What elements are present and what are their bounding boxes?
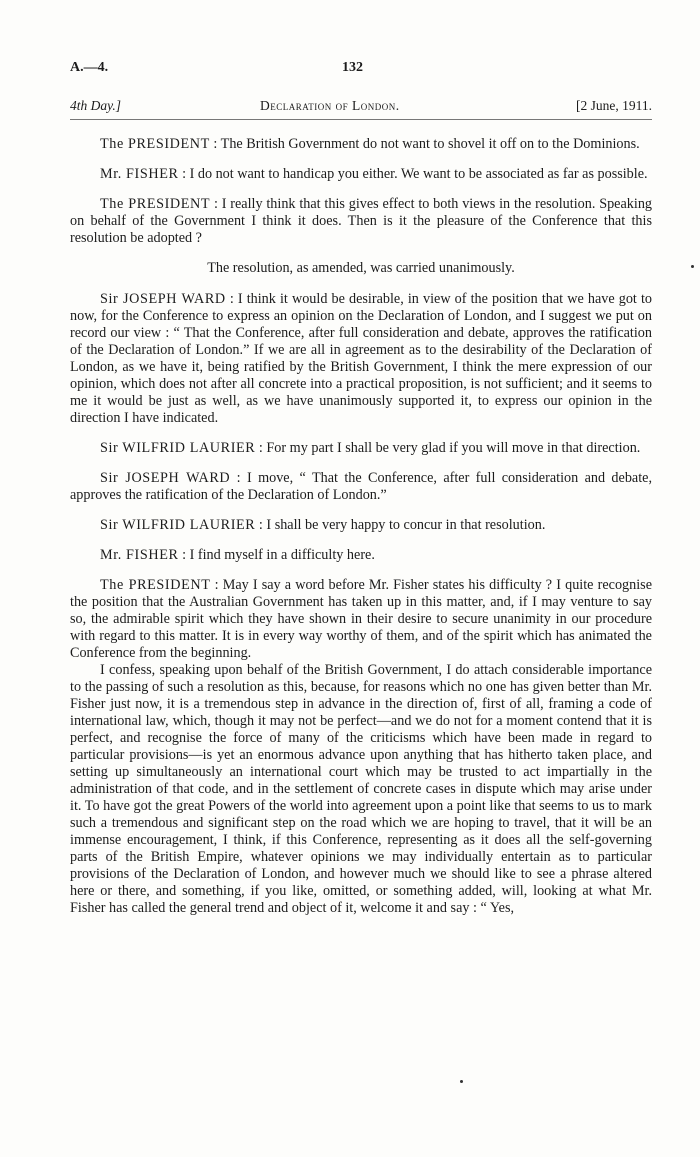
page-number: 132 [342, 60, 363, 75]
resolution-note [70, 260, 652, 277]
paragraph-text: I confess, speaking upon behalf of the British Government, I do attach considerable importance to the passing of such a resolution as this, because, for reasons which no one has given better than Mr. Fisher just now, it is a tremendous step in advance in the direction of, first of all, framing a code of international law, which, though it may not be perfect—and we do not for a moment contend that it is perfect, and recognise the force of many of the criticisms which have been made in regard to particular provisions—is yet an enormous advance upon anything that has hitherto taken place, and setting up simultaneously an international court which may be trusted to act impartially in the administration of that code, and in the settlement of concrete cases in dispute which may arise under it. To have got the great Powers of the world into agreement upon a point like that seems to us to mark such a tremendous and significant step on the road which we are hoping to travel, that it will be an immense encouragement, I think, if this Conference, representing as it does all the self-governing parts of the British Empire, whatever opinions we may individually entertain as to particular provisions of the Declaration of London, and however much we should like to see a phrase altered here or there, and something, if you like, omitted, or something added, will, looking at what Mr. Fisher has called the general trend and object of it, welcome it and say : “ Yes, [70, 662, 652, 916]
speaker-name: Mr. FISHER [100, 547, 179, 563]
speaker-name: Sir JOSEPH WARD [100, 470, 231, 486]
speaker-name: Sir WILFRID LAURIER [100, 440, 256, 456]
speaker-name: Sir WILFRID LAURIER [100, 517, 256, 533]
document-body [70, 136, 652, 917]
speaker-name: The PRESIDENT [100, 577, 211, 593]
paragraph-text: I move, “ That the Conference, after full consideration and debate, approves the ratification of the Declaration of London.” [70, 470, 652, 503]
paragraph-text: I really think that this gives effect to both views in the resolution. Speaking on behalf of the Government I think it does. Then is it the pleasure of the Conference that this resolution be adopted ? [70, 196, 653, 246]
paragraph: The PRESIDENT : I really think that this gives effect to both views in the resolution. Speaking on behalf of the Government I think it does. Then is it the pleasure of the Conference that this resolution be adopted ? [70, 196, 653, 246]
running-head [70, 98, 652, 120]
paragraph: Sir WILFRID LAURIER : For my part I shall be very glad if you will move in that direction. [100, 440, 641, 456]
paragraph-text: For my part I shall be very glad if you will move in that direction. [266, 440, 641, 456]
running-head-title: Declaration of London. [260, 98, 400, 113]
paper-speck [691, 265, 694, 268]
paragraph-text: I shall be very happy to concur in that resolution. [266, 517, 546, 533]
paragraph-text: I do not want to handicap you either. We want to be associated as far as possible. [189, 166, 648, 182]
paragraph: The PRESIDENT : The British Government do not want to shovel it off on to the Dominions. [100, 136, 640, 152]
paragraph: Mr. FISHER : I find myself in a difficulty here. [100, 547, 375, 563]
running-head-date: [2 June, 1911. [576, 98, 652, 113]
running-head-day: 4th Day.] [70, 98, 122, 113]
paragraph-text: The British Government do not want to shovel it off on to the Dominions. [220, 136, 640, 152]
paragraph: Sir JOSEPH WARD : I move, “ That the Conference, after full consideration and debate, approves the ratification of the Declaration of London.” [70, 470, 652, 503]
paragraph: Mr. FISHER : I do not want to handicap you either. We want to be associated as far as possible. [100, 166, 648, 182]
paragraph [70, 662, 652, 917]
page-top-line [70, 60, 652, 82]
paper-speck [460, 1080, 463, 1083]
speaker-name: Sir JOSEPH WARD [100, 291, 226, 307]
speaker-name: The PRESIDENT [100, 196, 211, 212]
paragraph-text: The resolution, as amended, was carried unanimously. [207, 260, 515, 276]
document-page [70, 60, 652, 917]
paper-reference: A.—4. [70, 60, 109, 75]
speaker-name: Mr. FISHER [100, 166, 179, 182]
paragraph: Sir WILFRID LAURIER : I shall be very happy to concur in that resolution. [100, 517, 546, 533]
speaker-name: The PRESIDENT [100, 136, 210, 152]
paragraph-text: I think it would be desirable, in view of the position that we have got to now, for the Conference to express an opinion on the Declaration of London, and I suggest we put on record our view : “ That the Conference, after full consideration and debate, approves the ratification of the Declaration of London.” If we are all in agreement as to the desirability of the Declaration of London, as we have it, being ratified by the British Government, I think the mere expression of our opinion, which does not after all concrete into a practical proposition, is not sufficient; and it seems to me it would be just as well, as we have unanimously supported it, to express our opinion in the direction I have indicated. [70, 291, 652, 426]
paragraph-text: I find myself in a difficulty here. [189, 547, 375, 563]
paragraph: Sir JOSEPH WARD : I think it would be desirable, in view of the position that we have got to now, for the Conference to express an opinion on the Declaration of London, and I suggest we put on record our view : “ That the Conference, after full consideration and debate, approves the ratification of the Declaration of London.” If we are all in agreement as to the desirability of the Declaration of London, as we have it, being ratified by the British Government, I think the mere expression of our opinion, which does not after all concrete into a practical proposition, is not sufficient; and it seems to me it would be just as well, as we have unanimously supported it, to express our opinion in the direction I have indicated. [70, 291, 652, 426]
paragraph-text: May I say a word before Mr. Fisher states his difficulty ? I quite recognise the position that the Australian Government has taken up in this matter, and, if I may venture to say so, the admirable spirit which they have shown in their desire to secure unanimity in our procedure with regard to this matter. It is in every way worthy of them, and of the spirit which has animated the Conference from the beginning. [70, 577, 652, 661]
paragraph: The PRESIDENT : May I say a word before Mr. Fisher states his difficulty ? I quite recognise the position that the Australian Government has taken up in this matter, and, if I may venture to say so, the admirable spirit which they have shown in their desire to secure unanimity in our procedure with regard to this matter. It is in every way worthy of them, and of the spirit which has animated the Conference from the beginning. [70, 577, 652, 661]
